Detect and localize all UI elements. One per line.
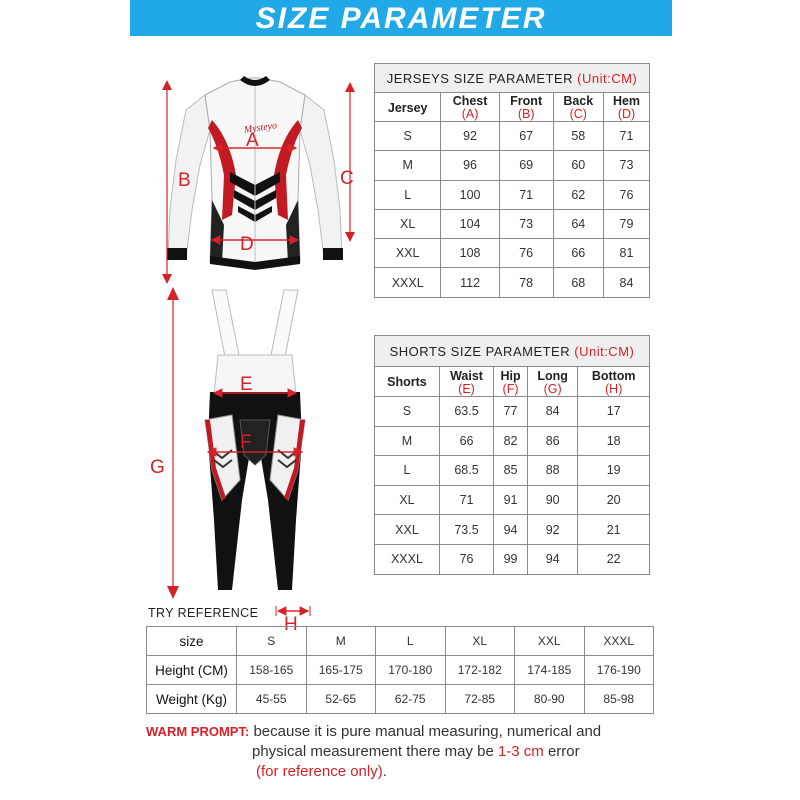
reference-cell: 72-85 xyxy=(445,685,515,714)
jerseys-header-0: Jersey xyxy=(375,93,441,122)
measure-d: D xyxy=(240,234,254,255)
table-cell: 100 xyxy=(441,180,499,209)
table-cell: 78 xyxy=(499,268,553,297)
reference-cell: M xyxy=(306,627,376,656)
garment-illustrations xyxy=(140,55,370,635)
measure-a: A xyxy=(246,130,259,151)
jerseys-header-1: Chest (A) xyxy=(441,93,499,122)
measure-b: B xyxy=(178,170,191,191)
table-cell: 88 xyxy=(527,456,577,486)
shorts-header-3: Long (G) xyxy=(527,367,577,397)
table-row xyxy=(375,239,650,268)
jerseys-header-2: Front (B) xyxy=(499,93,553,122)
reference-cell: 174-185 xyxy=(515,656,585,685)
reference-cell: S xyxy=(237,627,307,656)
table-cell: 20 xyxy=(578,485,650,515)
jersey-size-table xyxy=(374,63,650,298)
height-row-label: Height (CM) xyxy=(147,656,237,685)
reference-cell: 165-175 xyxy=(306,656,376,685)
table-cell: 71 xyxy=(499,180,553,209)
reference-cell: XL xyxy=(445,627,515,656)
jerseys-header-3: Back (C) xyxy=(553,93,603,122)
table-cell: 73 xyxy=(604,151,650,180)
table-cell: 69 xyxy=(499,151,553,180)
table-cell: 68 xyxy=(553,268,603,297)
reference-cell: 52-65 xyxy=(306,685,376,714)
table-cell: 58 xyxy=(553,122,603,151)
table-cell: 71 xyxy=(439,485,493,515)
table-cell: 71 xyxy=(604,122,650,151)
table-row xyxy=(375,151,650,180)
table-cell: 81 xyxy=(604,239,650,268)
table-cell: XXXL xyxy=(375,268,441,297)
table-row xyxy=(375,122,650,151)
table-cell: 94 xyxy=(494,515,528,545)
table-row xyxy=(375,515,650,545)
table-row xyxy=(375,209,650,238)
table-row xyxy=(375,426,650,456)
size-row-label: size xyxy=(147,627,237,656)
reference-cell: L xyxy=(376,627,446,656)
warm-prompt-label: WARM PROMPT: xyxy=(146,724,250,739)
measure-e: E xyxy=(240,374,253,395)
try-reference-title: TRY REFERENCE xyxy=(148,606,259,620)
table-cell: 62 xyxy=(553,180,603,209)
table-cell: XXXL xyxy=(375,544,440,574)
jersey-table-caption: JERSEYS SIZE PARAMETER (Unit:CM) xyxy=(375,64,650,93)
measure-f: F xyxy=(240,432,252,453)
warm-prompt-line2: physical measurement there may be 1-3 cm error xyxy=(252,743,580,760)
table-cell: 66 xyxy=(553,239,603,268)
measure-c: C xyxy=(340,168,354,189)
shorts-header-4: Bottom (H) xyxy=(578,367,650,397)
table-cell: 22 xyxy=(578,544,650,574)
table-cell: 64 xyxy=(553,209,603,238)
table-row xyxy=(375,180,650,209)
table-cell: 85 xyxy=(494,456,528,486)
table-cell: 73 xyxy=(499,209,553,238)
table-cell: 63.5 xyxy=(439,397,493,427)
table-cell: 92 xyxy=(441,122,499,151)
table-row xyxy=(375,544,650,574)
reference-cell: 85-98 xyxy=(584,685,654,714)
table-cell: 91 xyxy=(494,485,528,515)
table-cell: 94 xyxy=(527,544,577,574)
table-cell: 99 xyxy=(494,544,528,574)
table-cell: 77 xyxy=(494,397,528,427)
table-cell: 104 xyxy=(441,209,499,238)
table-cell: 19 xyxy=(578,456,650,486)
measure-g: G xyxy=(150,457,165,478)
shorts-size-table xyxy=(374,335,650,575)
table-cell: 68.5 xyxy=(439,456,493,486)
measure-h: H xyxy=(284,614,298,635)
shorts-table-caption: SHORTS SIZE PARAMETER (Unit:CM) xyxy=(375,336,650,367)
jersey-illustration xyxy=(167,76,343,270)
table-cell: 108 xyxy=(441,239,499,268)
table-cell: 76 xyxy=(439,544,493,574)
table-cell: 84 xyxy=(527,397,577,427)
table-row xyxy=(375,268,650,297)
warm-prompt-line1: because it is pure manual measuring, numerical and xyxy=(249,723,602,740)
table-cell: 67 xyxy=(499,122,553,151)
table-cell: 82 xyxy=(494,426,528,456)
reference-cell: 172-182 xyxy=(445,656,515,685)
reference-cell: 170-180 xyxy=(376,656,446,685)
shorts-header-0: Shorts xyxy=(375,367,440,397)
reference-cell: 45-55 xyxy=(237,685,307,714)
table-cell: XXL xyxy=(375,239,441,268)
table-row xyxy=(375,485,650,515)
reference-cell: 176-190 xyxy=(584,656,654,685)
table-row xyxy=(375,397,650,427)
table-cell: S xyxy=(375,397,440,427)
table-cell: 112 xyxy=(441,268,499,297)
table-cell: 21 xyxy=(578,515,650,545)
shorts-header-1: Waist (E) xyxy=(439,367,493,397)
table-cell: 90 xyxy=(527,485,577,515)
table-cell: 60 xyxy=(553,151,603,180)
warm-prompt-line3: (for reference only). xyxy=(256,763,387,780)
table-cell: M xyxy=(375,151,441,180)
table-cell: 96 xyxy=(441,151,499,180)
size-parameter-banner: SIZE PARAMETER xyxy=(130,0,672,36)
table-cell: L xyxy=(375,456,440,486)
reference-cell: XXXL xyxy=(584,627,654,656)
jerseys-header-4: Hem (D) xyxy=(604,93,650,122)
table-cell: 79 xyxy=(604,209,650,238)
table-cell: 73.5 xyxy=(439,515,493,545)
table-row xyxy=(375,456,650,486)
table-cell: 84 xyxy=(604,268,650,297)
table-cell: 66 xyxy=(439,426,493,456)
reference-cell: 80-90 xyxy=(515,685,585,714)
table-cell: 76 xyxy=(604,180,650,209)
reference-cell: 158-165 xyxy=(237,656,307,685)
svg-text:Mysteyo: Mysteyo xyxy=(243,120,278,136)
bib-tights-illustration xyxy=(205,290,305,590)
weight-row-label: Weight (Kg) xyxy=(147,685,237,714)
table-cell: XL xyxy=(375,485,440,515)
garment-svg xyxy=(140,55,370,635)
table-cell: XXL xyxy=(375,515,440,545)
reference-cell: 62-75 xyxy=(376,685,446,714)
shorts-header-2: Hip (F) xyxy=(494,367,528,397)
table-cell: L xyxy=(375,180,441,209)
reference-cell: XXL xyxy=(515,627,585,656)
table-cell: 18 xyxy=(578,426,650,456)
warm-prompt xyxy=(146,722,666,782)
table-cell: XL xyxy=(375,209,441,238)
try-reference-table xyxy=(146,626,654,714)
table-cell: S xyxy=(375,122,441,151)
table-cell: M xyxy=(375,426,440,456)
table-cell: 76 xyxy=(499,239,553,268)
table-cell: 86 xyxy=(527,426,577,456)
table-cell: 92 xyxy=(527,515,577,545)
table-cell: 17 xyxy=(578,397,650,427)
